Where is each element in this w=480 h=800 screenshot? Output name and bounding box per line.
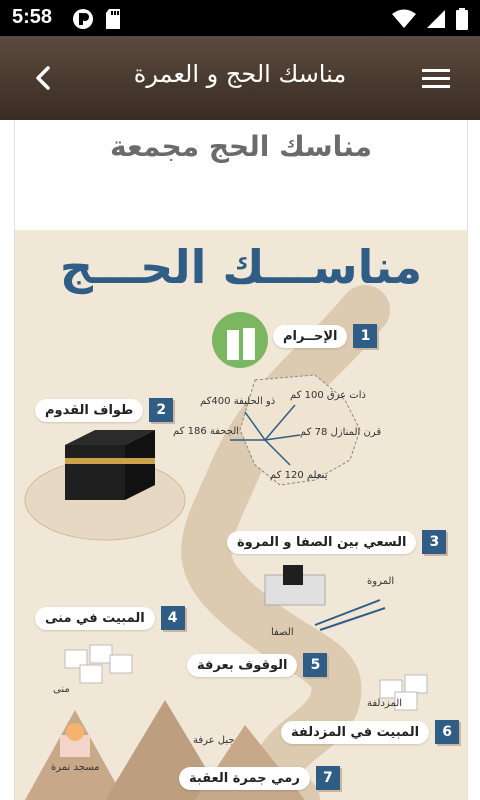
infographic-title: مناســـك الحـــج — [59, 240, 423, 294]
app-title: مناسك الحج و العمرة — [133, 60, 347, 88]
status-notification-icons — [72, 8, 122, 30]
step-3 — [227, 530, 446, 554]
menu-button[interactable] — [416, 58, 456, 98]
step-4-label: المبيت في منى — [35, 607, 155, 630]
step-5-number: 5 — [303, 653, 327, 677]
cell-signal-icon — [426, 9, 446, 29]
miqat-dhul-hulayfah: ذو الحليفة 400كم — [200, 396, 276, 407]
hajj-infographic-image — [15, 230, 467, 800]
status-system-icons — [392, 8, 468, 30]
place-mina: منى — [53, 684, 70, 695]
place-arafat-mount: جبل عرفة — [193, 735, 235, 746]
status-time: 5:58 — [12, 6, 53, 28]
app-notification-icon — [72, 8, 94, 30]
place-muzdalifah: المزدلفة — [367, 698, 403, 709]
step-7-label: رمي جمرة العقبة — [179, 767, 310, 790]
step-6-label: المبيت في المزدلفة — [281, 721, 429, 744]
hamburger-menu-icon — [416, 58, 456, 98]
step-5-label: الوقوف بعرفة — [187, 654, 297, 677]
app-bar — [0, 36, 480, 120]
step-5 — [187, 653, 327, 677]
content-card[interactable] — [14, 120, 468, 800]
place-namirah: مسجد نمرة — [51, 762, 100, 773]
miqat-yalamlam: ينعلم 120 كم — [270, 470, 328, 481]
chevron-left-icon — [24, 58, 64, 98]
step-3-label: السعي بين الصفا و المروة — [227, 531, 416, 554]
miqat-juhfah: الجحفة 186 كم — [173, 426, 240, 437]
step-4-number: 4 — [161, 606, 185, 630]
miqat-qarn: قرن المنازل 78 كم — [300, 427, 382, 438]
step-3-number: 3 — [422, 530, 446, 554]
step-7-number: 7 — [316, 766, 340, 790]
step-1-label: الإحــرام — [273, 325, 347, 348]
step-1 — [273, 324, 377, 348]
place-safa: الصفا — [271, 627, 294, 638]
step-4 — [35, 606, 185, 630]
step-6-number: 6 — [435, 720, 459, 744]
battery-icon — [456, 8, 468, 30]
step-7 — [179, 766, 340, 790]
status-bar — [0, 0, 480, 36]
step-2-label: طواف القدوم — [35, 399, 143, 422]
step-1-number: 1 — [353, 324, 377, 348]
pilgrim-route-path — [15, 230, 467, 800]
miqat-dhat-irq: ذات عرق 100 كم — [290, 390, 366, 401]
step-2 — [35, 398, 173, 422]
place-marwa: المروة — [367, 576, 395, 587]
back-button[interactable] — [24, 58, 64, 98]
wifi-icon — [392, 9, 416, 29]
sd-card-icon — [104, 8, 122, 30]
step-2-number: 2 — [149, 398, 173, 422]
page-heading: مناسك الحج مجمعة — [110, 130, 372, 163]
step-6 — [281, 720, 459, 744]
